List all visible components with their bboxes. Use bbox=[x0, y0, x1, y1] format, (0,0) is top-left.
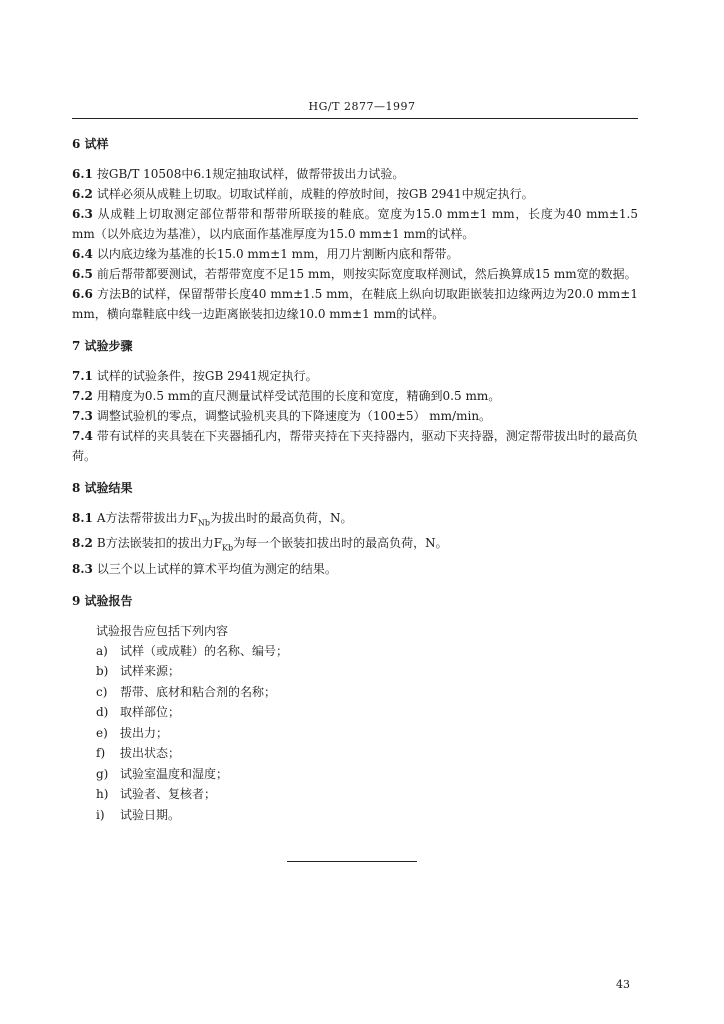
list-item-label: b) bbox=[96, 664, 109, 679]
list-item bbox=[96, 641, 638, 662]
clause-text: 调整试验机的零点，调整试验机夹具的下降速度为（100±5） mm/min。 bbox=[96, 409, 492, 423]
clause-number: 6.2 bbox=[72, 187, 93, 201]
clause-text-post: 为每一个嵌装扣拔出时的最高负荷，N。 bbox=[233, 536, 448, 551]
clause-7-3 bbox=[72, 406, 638, 426]
list-item-label: d) bbox=[96, 705, 109, 720]
clause-6-1 bbox=[72, 164, 638, 184]
list-item-label: c) bbox=[96, 684, 108, 699]
end-of-document-rule bbox=[287, 861, 417, 862]
page-header: HG/T 2877—1997 bbox=[308, 100, 416, 113]
clause-number: 6.4 bbox=[72, 247, 93, 261]
clause-number: 6.1 bbox=[72, 167, 93, 181]
clause-number: 8.1 bbox=[72, 511, 93, 525]
clause-6-6 bbox=[72, 284, 638, 324]
subscript: Nb bbox=[197, 518, 211, 528]
clause-6-2 bbox=[72, 184, 638, 204]
clause-text: 前后帮带都要测试，若帮带宽度不足15 mm，则按实际宽度取样测试，然后换算成15 mm宽的数据。 bbox=[96, 267, 637, 281]
clause-text: 以三个以上试样的算术平均值为测定的结果。 bbox=[96, 561, 337, 576]
list-item bbox=[96, 764, 638, 785]
list-item bbox=[96, 661, 638, 682]
clause-7-1 bbox=[72, 366, 638, 386]
clause-6-4 bbox=[72, 244, 638, 264]
clause-text: 带有试样的夹具装在下夹器插孔内，帮带夹持在下夹持器内，驱动下夹持器，测定帮带拔出时的最高负荷。 bbox=[72, 429, 638, 463]
clause-8-1 bbox=[72, 508, 638, 533]
section-7 bbox=[72, 336, 638, 466]
clause-number: 6.3 bbox=[72, 207, 93, 221]
list-item bbox=[96, 723, 638, 744]
list-item-text: 试验日期。 bbox=[120, 807, 181, 822]
clause-text-post: 为拔出时的最高负荷，N。 bbox=[210, 511, 353, 525]
section-8 bbox=[72, 478, 638, 579]
clause-number: 7.2 bbox=[72, 389, 93, 403]
clause-7-4 bbox=[72, 426, 638, 466]
report-contents-list bbox=[72, 621, 638, 826]
section-title: 6 试样 bbox=[72, 137, 109, 151]
list-item-label: a) bbox=[96, 643, 108, 658]
list-item-label: e) bbox=[96, 725, 108, 740]
section-title: 9 试验报告 bbox=[72, 593, 133, 608]
list-item bbox=[96, 682, 638, 703]
clause-6-5 bbox=[72, 264, 638, 284]
list-item-label: g) bbox=[96, 766, 109, 781]
section-title: 7 试验步骤 bbox=[72, 339, 133, 353]
list-item-text: 试验室温度和湿度； bbox=[120, 766, 229, 781]
list-item-label: h) bbox=[96, 787, 109, 802]
list-item bbox=[96, 702, 638, 723]
list-item bbox=[96, 805, 638, 826]
clause-number: 8.2 bbox=[72, 536, 93, 551]
section-title: 8 试验结果 bbox=[72, 481, 133, 495]
clause-8-2 bbox=[72, 533, 638, 558]
list-item-label: f) bbox=[96, 746, 106, 761]
list-item-text: 试样（或成鞋）的名称、编号； bbox=[120, 643, 289, 658]
clause-6-3 bbox=[72, 204, 638, 244]
clause-text: 用精度为0.5 mm的直尺测量试样受试范围的长度和宽度，精确到0.5 mm。 bbox=[96, 389, 501, 403]
clause-text: 从成鞋上切取测定部位帮带和帮带所联接的鞋底。宽度为15.0 mm±1 mm，长度为40 mm±1.5 mm（以外底边为基准），以内底面作基准厚度为15.0 mm±1 mm的试样。 bbox=[72, 207, 638, 241]
list-item bbox=[96, 784, 638, 805]
clause-number: 8.3 bbox=[72, 561, 93, 576]
clause-8-3 bbox=[72, 559, 638, 579]
clause-text: 试样必须从成鞋上切取。切取试样前，成鞋的停放时间，按GB 2941中规定执行。 bbox=[96, 187, 534, 201]
subscript: Kb bbox=[222, 543, 234, 553]
report-intro: 试验报告应包括下列内容 bbox=[96, 623, 229, 638]
clause-text: 按GB/T 10508中6.1规定抽取试样，做帮带拔出力试验。 bbox=[96, 167, 405, 181]
clause-text-pre: B方法嵌装扣的拔出力F bbox=[96, 536, 223, 551]
clause-number: 6.6 bbox=[72, 287, 93, 301]
list-item-text: 试样来源； bbox=[120, 664, 181, 679]
list-item-text: 拔出状态； bbox=[120, 746, 181, 761]
header-rule bbox=[72, 118, 638, 119]
list-item-text: 帮带、底材和粘合剂的名称； bbox=[120, 684, 277, 699]
list-item-text: 试验者、复核者； bbox=[120, 787, 217, 802]
page-number: 43 bbox=[616, 978, 630, 991]
document-body bbox=[72, 134, 638, 837]
section-6 bbox=[72, 134, 638, 324]
list-item-text: 拔出力； bbox=[120, 725, 169, 740]
clause-text-pre: A方法帮带拔出力F bbox=[96, 511, 198, 525]
section-9 bbox=[72, 591, 638, 826]
list-item-text: 取样部位； bbox=[120, 705, 181, 720]
clause-text: 试样的试验条件，按GB 2941规定执行。 bbox=[96, 369, 318, 383]
clause-number: 7.3 bbox=[72, 409, 93, 423]
clause-number: 7.1 bbox=[72, 369, 93, 383]
list-item-label: i) bbox=[96, 807, 105, 822]
clause-text: 方法B的试样，保留帮带长度40 mm±1.5 mm，在鞋底上纵向切取距嵌装扣边缘两边为20.0 mm±1 mm，横向靠鞋底中线一边距离嵌装扣边缘10.0 mm±1 mm的试样。 bbox=[72, 287, 638, 321]
clause-7-2 bbox=[72, 386, 638, 406]
clause-text: 以内底边缘为基准的长15.0 mm±1 mm，用刀片割断内底和帮带。 bbox=[96, 247, 459, 261]
clause-number: 7.4 bbox=[72, 429, 93, 443]
clause-number: 6.5 bbox=[72, 267, 93, 281]
list-item bbox=[96, 743, 638, 764]
